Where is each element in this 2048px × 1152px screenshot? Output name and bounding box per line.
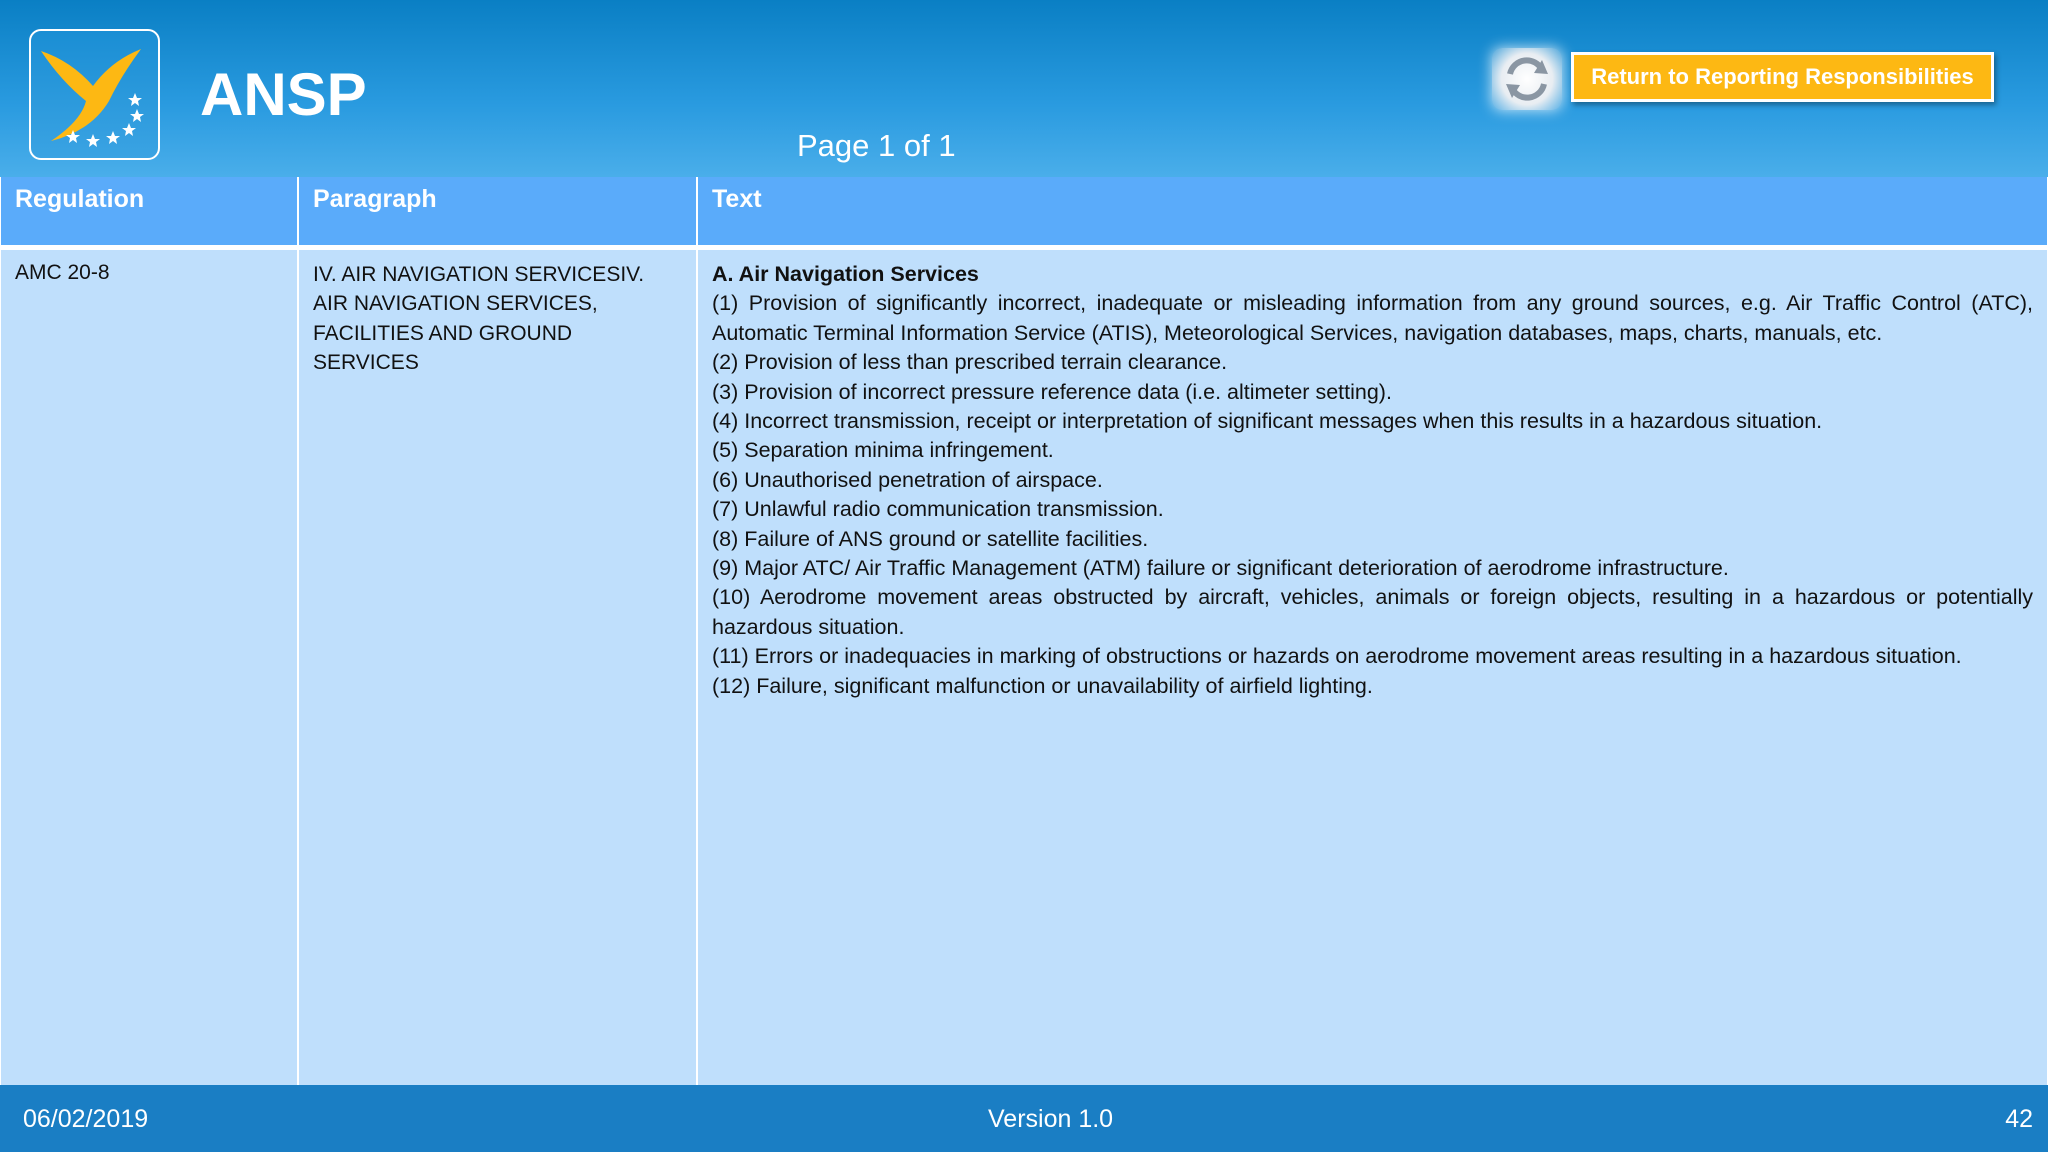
- text-heading: A. Air Navigation Services: [712, 262, 979, 286]
- text-item: (8) Failure of ANS ground or satellite facilities.: [712, 526, 1149, 551]
- text-cell: [698, 250, 2047, 1085]
- text-item: (10) Aerodrome movement areas obstructed by aircraft, vehicles, animals or foreign objects, resulting in a hazardous or potentially hazardous situation.: [712, 585, 2033, 639]
- text-item: (11) Errors or inadequacies in marking of obstructions or hazards on aerodrome movement areas resulting in a hazardous situation.: [712, 644, 1962, 669]
- text-item: (4) Incorrect transmission, receipt or interpretation of significant messages when this results in a hazardous situation.: [712, 409, 1823, 434]
- return-to-reporting-responsibilities-button[interactable]: Return to Reporting Responsibilities: [1571, 52, 1994, 102]
- text-item: (5) Separation minima infringement.: [712, 438, 1054, 463]
- regulation-table: [0, 177, 2048, 1085]
- page-indicator: Page 1 of 1: [797, 128, 956, 163]
- text-item: (12) Failure, significant malfunction or unavailability of airfield lighting.: [712, 673, 1373, 698]
- paragraph-cell: IV. AIR NAVIGATION SERVICESIV. AIR NAVIGATION SERVICES, FACILITIES AND GROUND SERVICES: [299, 250, 696, 1085]
- header-bar: [0, 0, 2048, 177]
- text-item: (3) Provision of incorrect pressure reference data (i.e. altimeter setting).: [712, 379, 1392, 404]
- footer-bar: [0, 1085, 2048, 1152]
- bird-with-stars-logo: [29, 29, 160, 160]
- text-item: (6) Unauthorised penetration of airspace.: [712, 467, 1103, 492]
- text-item: (2) Provision of less than prescribed terrain clearance.: [712, 350, 1228, 375]
- app-title: ANSP: [200, 61, 367, 128]
- column-header-paragraph: Paragraph: [299, 177, 696, 245]
- refresh-arrows-icon[interactable]: [1492, 48, 1562, 110]
- footer-page-number: 42: [2005, 1105, 2033, 1133]
- regulation-cell: AMC 20-8: [1, 250, 297, 1085]
- text-item: (9) Major ATC/ Air Traffic Management (ATM) failure or significant deterioration of aerodrome infrastructure.: [712, 556, 1729, 581]
- column-header-text: Text: [698, 177, 2047, 245]
- text-item: (7) Unlawful radio communication transmission.: [712, 497, 1164, 522]
- text-item: (1) Provision of significantly incorrect, inadequate or misleading information from any ground sources, e.g. Air Traffic Control (ATC), Automatic Terminal Information Service (ATIS), Meteorological Services, navigation databases, maps, charts, manuals, etc.: [712, 291, 2033, 345]
- footer-version: Version 1.0: [988, 1105, 1114, 1133]
- footer-date: 06/02/2019: [23, 1105, 149, 1133]
- column-header-regulation: Regulation: [1, 177, 297, 245]
